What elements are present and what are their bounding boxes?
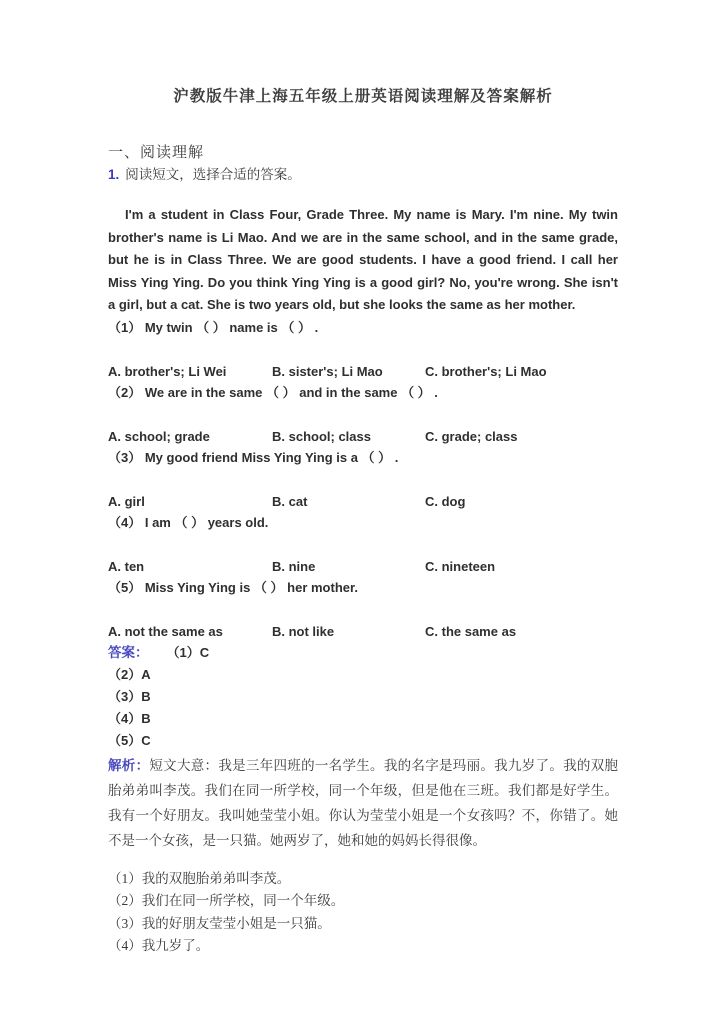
analysis-point-3: （3）我的好朋友莹莹小姐是一只猫。 <box>108 915 331 931</box>
analysis-point-1: （1）我的双胞胎弟弟叫李茂。 <box>108 870 291 886</box>
question-5-option-c: C. the same as <box>425 623 517 639</box>
answer-line-1 <box>108 642 618 664</box>
answers-section <box>108 642 618 752</box>
question-3-option-c: C. dog <box>425 493 466 509</box>
question-1-prompt: （1） My twin （ ） name is （ ） . <box>108 319 319 335</box>
answer-line-3: （3）B <box>108 688 151 704</box>
exercise-number: 1. <box>108 167 120 182</box>
analysis-paragraph <box>108 753 618 853</box>
question-5 <box>108 577 618 642</box>
question-4-options <box>108 556 618 577</box>
analysis-text: 短文大意：我是三年四班的一名学生。我的名字是玛丽。我九岁了。我的双胞胎弟弟叫李茂。我们在同一所学校，同一个年级，但是他在三班。我们都是好学生。我有一个好朋友。我叫她莹莹小姐。你认为莹莹小姐是一个女孩吗？不，你错了。她不是一个女孩，是一只猫。她两岁了，她和她的妈妈长得很像。 <box>108 757 618 848</box>
question-2-prompt: （2） We are in the same （ ） and in the same （ ） . <box>108 384 438 400</box>
question-3-option-a: A. girl <box>108 493 145 509</box>
question-2-option-a: A. school; grade <box>108 428 210 444</box>
analysis-points <box>108 868 618 958</box>
question-1-options <box>108 361 618 382</box>
question-2-option-b: B. school; class <box>272 428 371 444</box>
question-1-option-c: C. brother's; Li Mao <box>425 363 547 379</box>
question-2-options <box>108 426 618 447</box>
question-3-option-b: B. cat <box>272 493 308 509</box>
answer-line-2: （2）A <box>108 666 151 682</box>
analysis-point-4: （4）我九岁了。 <box>108 938 210 953</box>
question-3-prompt: （3） My good friend Miss Ying Ying is a （ ） . <box>108 449 399 465</box>
question-1-option-b: B. sister's; Li Mao <box>272 363 383 379</box>
answers-label: 答案： <box>108 644 149 660</box>
question-3 <box>108 447 618 512</box>
question-5-options <box>108 621 618 642</box>
question-4-option-c: C. nineteen <box>425 558 496 574</box>
question-1 <box>108 317 618 382</box>
question-5-option-a: A. not the same as <box>108 623 223 639</box>
question-2 <box>108 382 618 447</box>
reading-passage: I'm a student in Class Four, Grade Three. My name is Mary. I'm nine. My twin brother's name is Li Mao. And we are in the same school, and in the same grade, but he is in Class Three. We are good students. I have a good friend. I call her Miss Ying Ying. Do you think Ying Ying is a good girl? No, you're wrong. She isn't a girl, but a cat. She is two years old, but she looks the same as her mother. <box>108 207 618 312</box>
question-4-prompt: （4） I am （ ） years old. <box>108 514 269 530</box>
section-heading: 一、阅读理解 <box>108 145 205 161</box>
answer-1-value: （1）C <box>166 644 210 660</box>
analysis-point-2: （2）我们在同一所学校，同一个年级。 <box>108 893 345 908</box>
answer-line-4: （4）B <box>108 710 151 726</box>
question-3-options <box>108 491 618 512</box>
question-4-option-a: A. ten <box>108 558 145 574</box>
question-5-prompt: （5） Miss Ying Ying is （ ） her mother. <box>108 579 358 595</box>
question-4-option-b: B. nine <box>272 558 316 574</box>
answer-line-5: （5）C <box>108 732 151 748</box>
question-4 <box>108 512 618 577</box>
question-1-option-a: A. brother's; Li Wei <box>108 363 227 379</box>
question-5-option-b: B. not like <box>272 623 335 639</box>
analysis-label: 解析： <box>108 757 150 773</box>
exercise-instruction <box>108 166 618 183</box>
question-2-option-c: C. grade; class <box>425 428 518 444</box>
page-title: 沪教版牛津上海五年级上册英语阅读理解及答案解析 <box>173 88 553 105</box>
exercise-instruction-text: 阅读短文，选择合适的答案。 <box>125 167 301 182</box>
